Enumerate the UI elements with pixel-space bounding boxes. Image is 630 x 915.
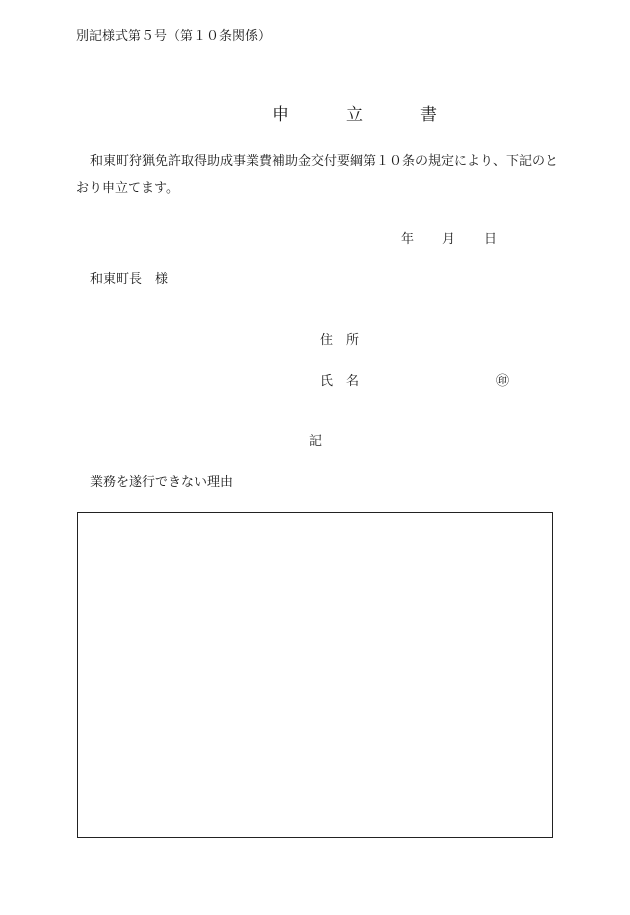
reason-box[interactable]: [77, 512, 553, 838]
date-year: 年: [401, 232, 415, 247]
date-month: 月: [442, 232, 456, 247]
addressee: 和東町長 様: [90, 272, 169, 287]
document-title: 申 立 書: [272, 105, 457, 125]
applicant-address-label: 住 所: [320, 333, 360, 348]
body-paragraph: 和東町狩猟免許取得助成事業費補助金交付要綱第１０条の規定により、下記のとおり申立てます。: [76, 154, 559, 196]
applicant-name-label: 氏 名: [320, 374, 360, 389]
seal-mark: ㊞: [496, 374, 510, 389]
form-number: 別記様式第５号（第１０条関係）: [76, 29, 272, 44]
reason-label: 業務を遂行できない理由: [90, 475, 234, 490]
date-day: 日: [484, 232, 498, 247]
ki-heading: 記: [309, 434, 323, 449]
